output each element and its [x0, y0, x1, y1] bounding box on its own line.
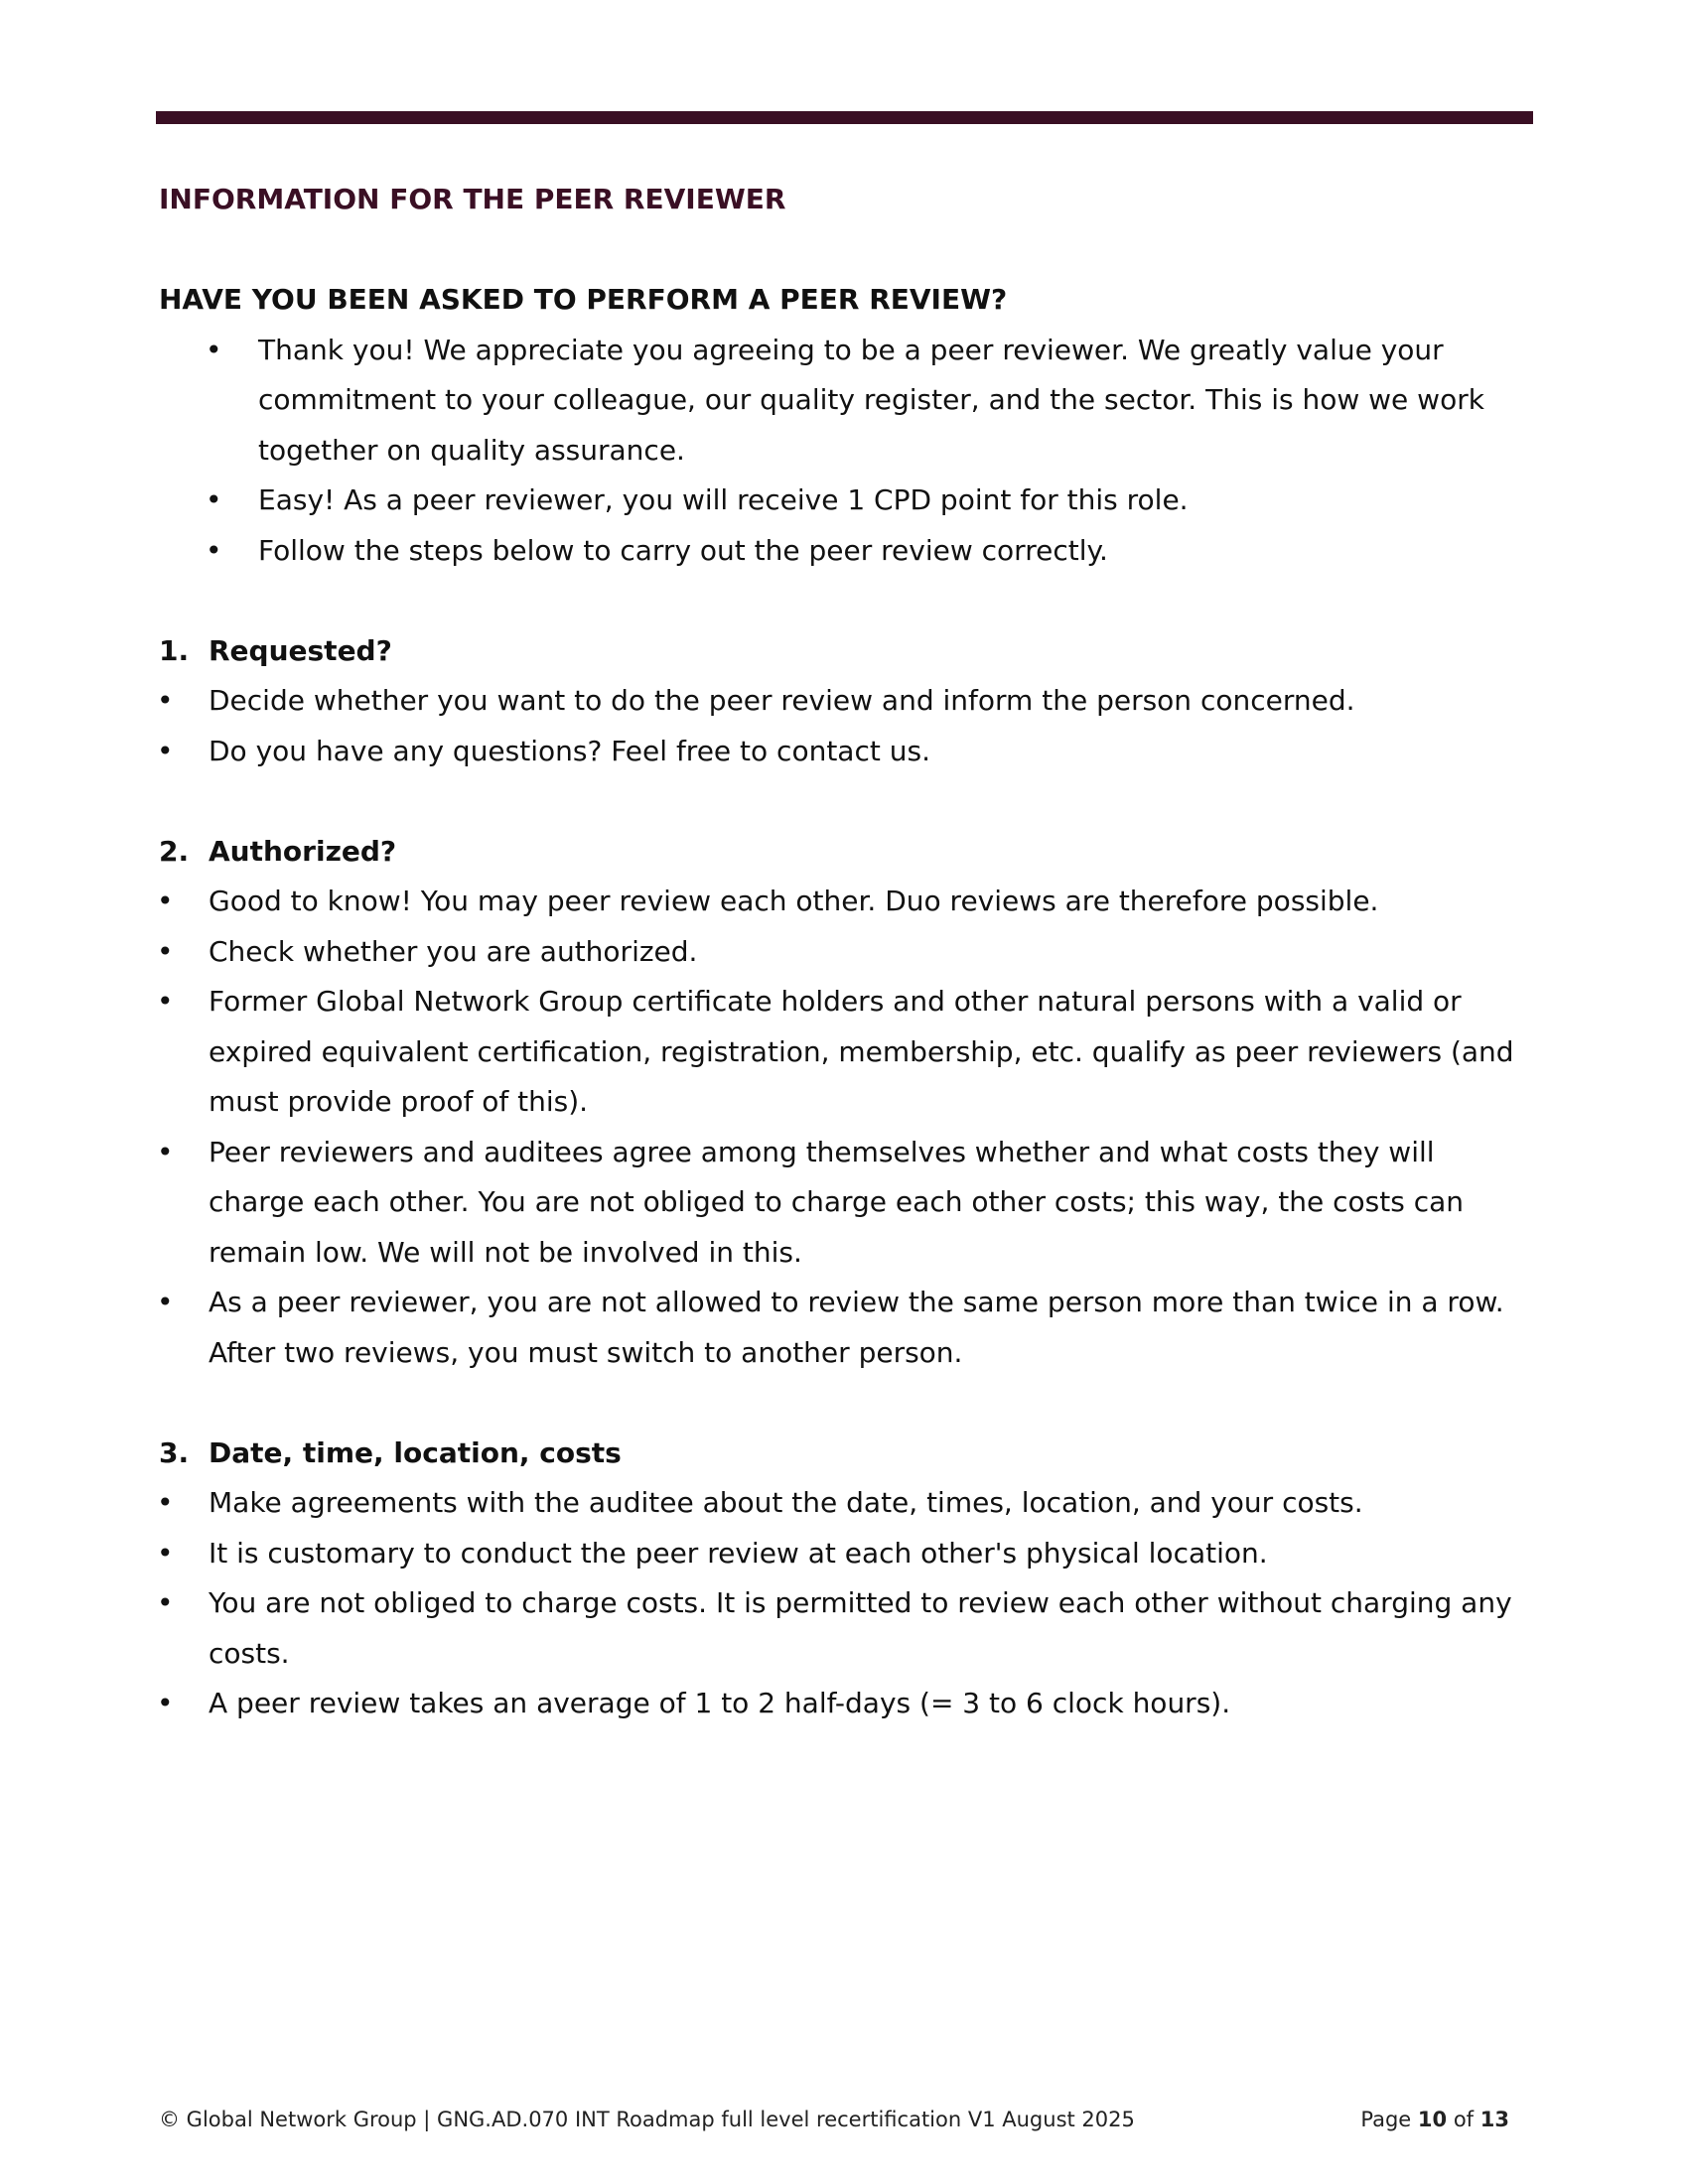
- bullet-icon: •: [157, 1135, 174, 1168]
- bullet-icon: •: [157, 1687, 174, 1719]
- intro-heading: HAVE YOU BEEN ASKED TO PERFORM A PEER REVIEW?: [159, 283, 1008, 316]
- list-item: • Former Global Network Group certificate holders and other natural persons with a valid or expired equivalent certification, registration, membership, etc. qualify as peer reviewers (and must provide proof of this).: [159, 977, 1529, 1128]
- section-heading-date-time-location: 3. Date, time, location, costs: [159, 1435, 622, 1469]
- top-rule: [156, 111, 1533, 124]
- bullet-icon: •: [206, 483, 222, 516]
- date-time-bullet-list: [159, 1478, 1529, 1729]
- bullet-icon: •: [157, 1486, 174, 1519]
- bullet-icon: •: [157, 1286, 174, 1318]
- list-item: • Make agreements with the auditee about the date, times, location, and your costs.: [159, 1478, 1529, 1529]
- list-item: • Good to know! You may peer review each other. Duo reviews are therefore possible.: [159, 877, 1529, 927]
- list-item: • Thank you! We appreciate you agreeing to be a peer reviewer. We greatly value your commitment to your colleague, our quality register, and the sector. This is how we work together on quality assurance.: [159, 326, 1529, 477]
- list-item: • As a peer reviewer, you are not allowed to review the same person more than twice in a row. After two reviews, you must switch to another person.: [159, 1278, 1529, 1378]
- bullet-icon: •: [157, 1536, 174, 1570]
- bullet-icon: •: [157, 734, 174, 767]
- list-item: • A peer review takes an average of 1 to 2 half-days (= 3 to 6 clock hours).: [159, 1679, 1529, 1729]
- footer-copyright: © Global Network Group | GNG.AD.070 INT Roadmap full level recertification V1 August 2025: [159, 2108, 1135, 2131]
- bullet-icon: •: [157, 885, 174, 917]
- list-item: • You are not obliged to charge costs. It is permitted to review each other without charging any costs.: [159, 1578, 1529, 1679]
- list-item: • Peer reviewers and auditees agree among themselves whether and what costs they will charge each other. You are not obliged to charge each other costs; this way, the costs can remain low. We will not be involved in this.: [159, 1128, 1529, 1279]
- list-item: • Easy! As a peer reviewer, you will receive 1 CPD point for this role.: [159, 476, 1529, 526]
- authorized-bullet-list: [159, 877, 1529, 1378]
- list-item: • Decide whether you want to do the peer review and inform the person concerned.: [159, 676, 1529, 727]
- page-title: INFORMATION FOR THE PEER REVIEWER: [159, 183, 786, 215]
- section-heading-requested: 1. Requested?: [159, 633, 392, 667]
- section-heading-authorized: 2. Authorized?: [159, 834, 397, 868]
- requested-bullet-list: [159, 676, 1529, 776]
- bullet-icon: •: [157, 934, 174, 968]
- list-item: • Do you have any questions? Feel free to contact us.: [159, 727, 1529, 777]
- list-item: • It is customary to conduct the peer review at each other's physical location.: [159, 1529, 1529, 1579]
- bullet-icon: •: [157, 684, 174, 717]
- bullet-icon: •: [157, 1586, 174, 1619]
- bullet-icon: •: [157, 985, 174, 1018]
- list-item: • Check whether you are authorized.: [159, 927, 1529, 978]
- list-item: • Follow the steps below to carry out the peer review correctly.: [159, 526, 1529, 577]
- bullet-icon: •: [206, 333, 222, 366]
- bullet-icon: •: [206, 533, 222, 567]
- intro-bullet-list: [159, 326, 1529, 577]
- page-number: Page 10 of 13: [1360, 2108, 1509, 2131]
- document-body: [159, 175, 1529, 1729]
